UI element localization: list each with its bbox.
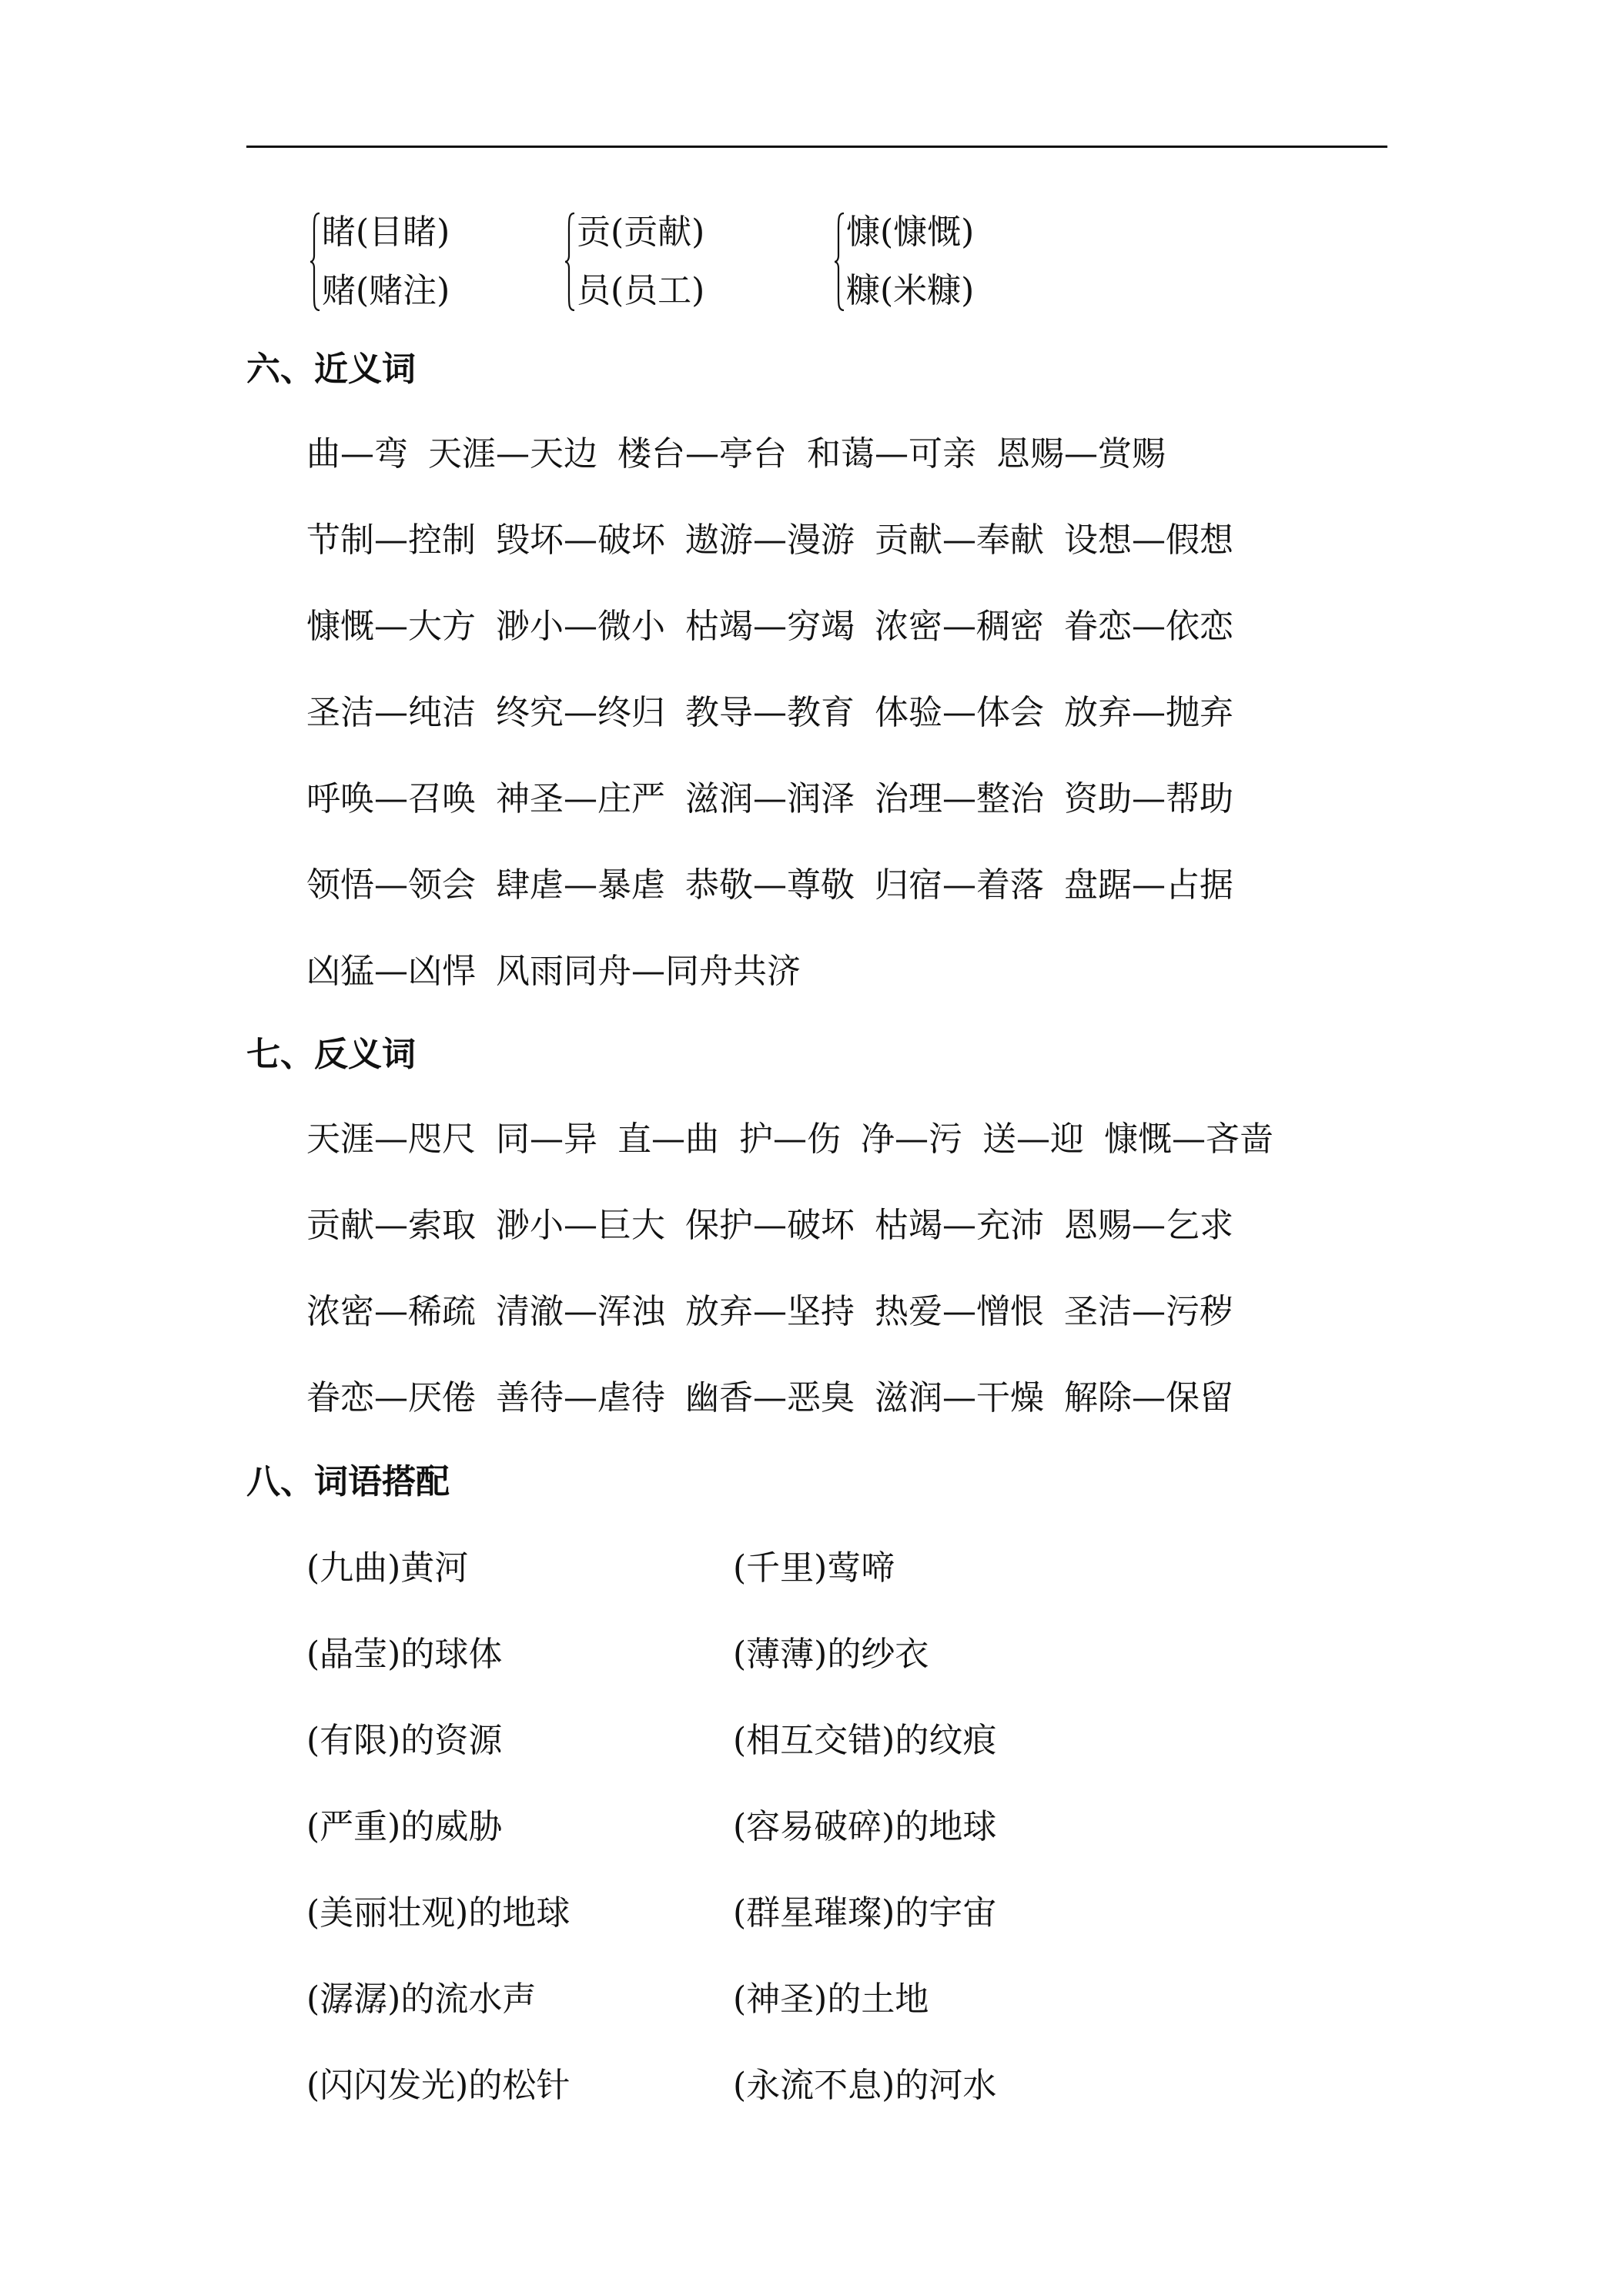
collocation-item: (千里)莺啼	[733, 1548, 895, 1588]
word-pair: 善待—虐待	[496, 1378, 665, 1417]
word-pair: 节制—控制	[306, 520, 476, 560]
collocation-item: (容易破碎)的地球	[733, 1807, 997, 1846]
collocation-item: (晶莹)的球体	[306, 1635, 503, 1674]
collocation-item: (永流不息)的河水	[733, 2066, 997, 2105]
word-pair: 浓密—稀疏	[306, 1292, 476, 1331]
word-pair: 风雨同舟—同舟共济	[496, 952, 801, 991]
word-pair: 体验—体会	[875, 693, 1044, 732]
word-pair: 净—污	[861, 1120, 962, 1159]
word-pair: 肆虐—暴虐	[496, 865, 665, 905]
word-pair: 资助—帮助	[1064, 779, 1233, 818]
word-pair: 同—异	[496, 1120, 597, 1159]
word-pair: 楼台—亭台	[617, 434, 787, 474]
collocation-item: (闪闪发光)的松针	[306, 2066, 571, 2105]
word-pair: 枯竭—穷竭	[685, 607, 855, 646]
word-pair: 终究—终归	[496, 693, 665, 732]
collocation-item: (神圣)的土地	[733, 1980, 929, 2019]
word-pair: 滋润—干燥	[875, 1378, 1044, 1417]
synonyms-row	[306, 780, 1233, 818]
collocation-item: (严重)的威胁	[306, 1807, 503, 1846]
antonyms-row	[306, 1293, 1233, 1331]
synonyms-row	[306, 952, 801, 991]
word-pair: 眷恋—厌倦	[306, 1378, 476, 1417]
synonyms-row	[306, 607, 1233, 646]
collocation-item: (美丽壮观)的地球	[306, 1893, 571, 1933]
word-pair: 热爱—憎恨	[875, 1292, 1044, 1331]
word-pair: 恩赐—乞求	[1064, 1206, 1233, 1245]
synonyms-row	[306, 521, 1233, 560]
word-pair: 清澈—浑浊	[496, 1292, 665, 1331]
word-pair: 曲—弯	[306, 434, 408, 474]
word-pair: 保护—破坏	[685, 1206, 855, 1245]
word-pair: 天涯—咫尺	[306, 1120, 476, 1159]
word-pair: 设想—假想	[1064, 520, 1233, 560]
word-pair: 凶猛—凶悍	[306, 952, 476, 991]
word-pair: 幽香—恶臭	[685, 1378, 855, 1417]
char-item: 糠(米糠)	[846, 271, 975, 310]
antonyms-row	[306, 1207, 1233, 1245]
header-rule	[246, 146, 1387, 148]
word-pair: 枯竭—充沛	[875, 1206, 1044, 1245]
word-pair: 护—伤	[739, 1120, 841, 1159]
collocation-item: (群星璀璨)的宇宙	[733, 1893, 997, 1933]
word-pair: 送—迎	[982, 1120, 1084, 1159]
antonyms-row	[306, 1120, 1273, 1159]
word-pair: 放弃—抛弃	[1064, 693, 1233, 732]
word-pair: 眷恋—依恋	[1064, 607, 1233, 646]
antonyms-heading: 七、反义词	[246, 1035, 416, 1074]
word-pair: 贡献—奉献	[875, 520, 1044, 560]
word-pair: 放弃—坚持	[685, 1292, 855, 1331]
word-pair: 慷慨—大方	[306, 607, 476, 646]
left-brace-icon	[564, 213, 575, 311]
word-pair: 贡献—索取	[306, 1206, 476, 1245]
word-pair: 和蔼—可亲	[807, 434, 976, 474]
word-pair: 直—曲	[617, 1120, 719, 1159]
word-pair: 领悟—领会	[306, 865, 476, 905]
char-item: 贡(贡献)	[577, 213, 705, 252]
word-pair: 天涯—天边	[428, 434, 597, 474]
word-pair: 渺小—巨大	[496, 1206, 665, 1245]
word-pair: 恭敬—尊敬	[685, 865, 855, 905]
word-pair: 治理—整治	[875, 779, 1044, 818]
collocation-item: (薄薄)的纱衣	[733, 1635, 929, 1674]
synonyms-row	[306, 435, 1166, 474]
word-pair: 圣洁—纯洁	[306, 693, 476, 732]
left-brace-icon	[310, 213, 320, 311]
char-item: 慷(慷慨)	[846, 213, 975, 252]
word-pair: 盘踞—占据	[1064, 865, 1233, 905]
char-item: 赌(赌注)	[322, 271, 450, 310]
collocation-item: (相互交错)的纹痕	[733, 1721, 997, 1760]
left-brace-icon	[834, 213, 845, 311]
word-pair: 浓密—稠密	[875, 607, 1044, 646]
word-pair: 教导—教育	[685, 693, 855, 732]
word-pair: 恩赐—赏赐	[996, 434, 1166, 474]
char-item: 员(员工)	[577, 271, 705, 310]
collocation-item: (潺潺)的流水声	[306, 1980, 537, 2019]
word-pair: 呼唤—召唤	[306, 779, 476, 818]
word-pair: 解除—保留	[1064, 1378, 1233, 1417]
antonyms-row	[306, 1379, 1233, 1417]
word-pair: 圣洁—污秽	[1064, 1292, 1233, 1331]
synonyms-heading: 六、近义词	[246, 350, 416, 389]
collocations-heading: 八、词语搭配	[246, 1462, 450, 1501]
char-item: 睹(目睹)	[322, 213, 450, 252]
word-pair: 毁坏—破坏	[496, 520, 665, 560]
collocation-item: (九曲)黄河	[306, 1548, 469, 1588]
word-pair: 遨游—漫游	[685, 520, 855, 560]
synonyms-row	[306, 694, 1233, 732]
word-pair: 归宿—着落	[875, 865, 1044, 905]
word-pair: 神圣—庄严	[496, 779, 665, 818]
word-pair: 渺小—微小	[496, 607, 665, 646]
word-pair: 滋润—润泽	[685, 779, 855, 818]
synonyms-row	[306, 866, 1233, 905]
collocation-item: (有限)的资源	[306, 1721, 503, 1760]
word-pair: 慷慨—吝啬	[1104, 1120, 1273, 1159]
